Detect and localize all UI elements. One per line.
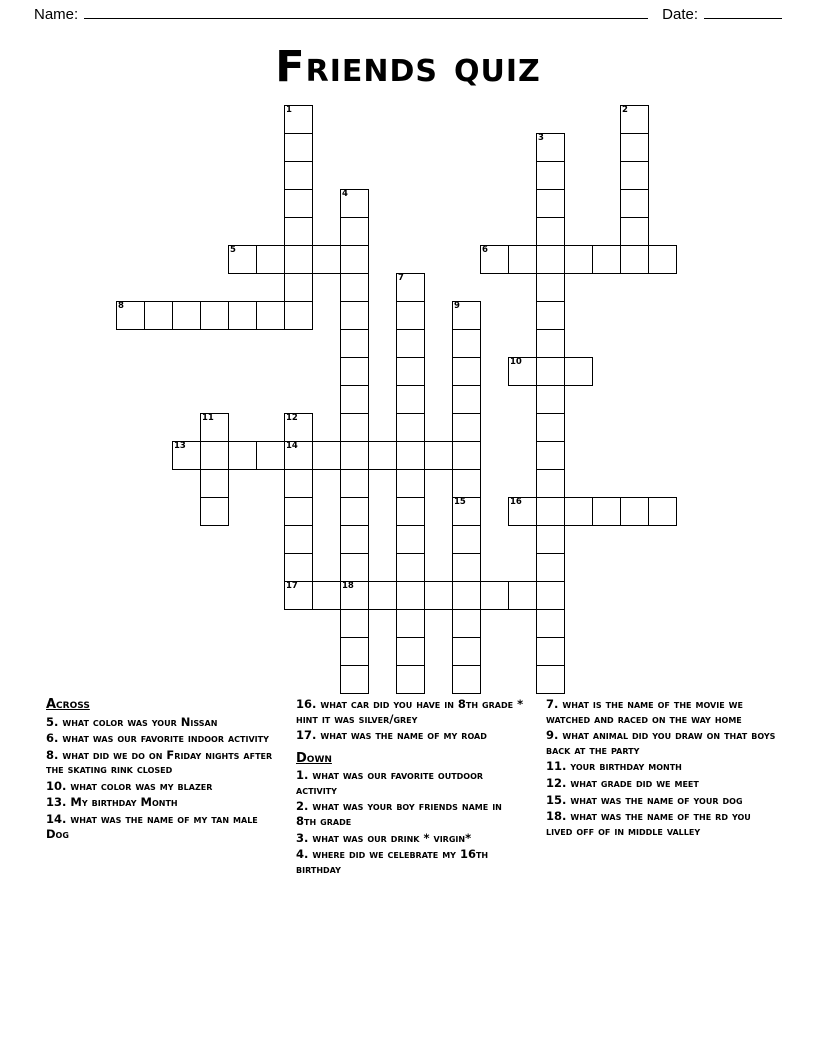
crossword-cell[interactable] xyxy=(648,245,677,274)
crossword-cell[interactable] xyxy=(284,105,313,134)
date-label: Date: xyxy=(662,6,698,23)
crossword-cell[interactable] xyxy=(340,581,369,610)
crossword-cell[interactable] xyxy=(620,161,649,190)
crossword-cell[interactable] xyxy=(396,637,425,666)
crossword-cell[interactable] xyxy=(228,441,257,470)
cell-number: 14 xyxy=(286,441,298,451)
clue-item: 18. what was the name of the rd you lived off of in middle valley xyxy=(546,809,751,838)
crossword-cell[interactable] xyxy=(172,301,201,330)
clue-item: 16. what car did you have in 8th grade * hint it was silver/grey xyxy=(296,697,524,726)
clue-item: 15. what was the name of your dog xyxy=(546,792,743,807)
crossword-cell[interactable] xyxy=(340,497,369,526)
crossword-cell[interactable] xyxy=(284,189,313,218)
crossword-cell[interactable] xyxy=(284,161,313,190)
crossword-cell[interactable] xyxy=(536,441,565,470)
crossword-cell[interactable] xyxy=(452,665,481,694)
crossword-cell[interactable] xyxy=(536,189,565,218)
crossword-cell[interactable] xyxy=(396,413,425,442)
crossword-cell[interactable] xyxy=(340,525,369,554)
crossword-cell[interactable] xyxy=(536,301,565,330)
crossword-cell[interactable] xyxy=(200,301,229,330)
crossword-cell[interactable] xyxy=(536,217,565,246)
crossword-cell[interactable] xyxy=(340,301,369,330)
clue-item: 4. where did we celebrate my 16th birthday xyxy=(296,847,489,876)
crossword-cell[interactable] xyxy=(424,441,453,470)
clues-column-2 xyxy=(296,697,526,952)
clue-item: 12. what grade did we meet xyxy=(546,775,699,790)
crossword-cell[interactable] xyxy=(508,245,537,274)
crossword-cell[interactable] xyxy=(620,189,649,218)
name-blank-line xyxy=(84,6,648,19)
clues-column-3 xyxy=(546,697,776,952)
crossword-cell[interactable] xyxy=(256,441,285,470)
crossword-cell[interactable] xyxy=(340,441,369,470)
crossword-cell[interactable] xyxy=(396,581,425,610)
worksheet-header xyxy=(34,6,782,28)
crossword-cell[interactable] xyxy=(396,357,425,386)
crossword-cell[interactable] xyxy=(340,469,369,498)
crossword-cell[interactable] xyxy=(312,441,341,470)
clue-item: 13. My birthday Month xyxy=(46,795,178,810)
crossword-cell[interactable] xyxy=(620,245,649,274)
crossword-cell[interactable] xyxy=(536,273,565,302)
cell-number: 15 xyxy=(454,497,466,507)
cell-number: 1 xyxy=(286,105,292,115)
crossword-cell[interactable] xyxy=(312,581,341,610)
crossword-cell[interactable] xyxy=(284,441,313,470)
crossword-cell[interactable] xyxy=(368,441,397,470)
cell-number: 10 xyxy=(510,357,522,367)
crossword-cell[interactable] xyxy=(452,553,481,582)
down-heading: Down xyxy=(296,750,332,766)
crossword-cell[interactable] xyxy=(480,245,509,274)
crossword-cell[interactable] xyxy=(536,637,565,666)
cell-number: 13 xyxy=(174,441,186,451)
crossword-cell[interactable] xyxy=(340,637,369,666)
crossword-cell[interactable] xyxy=(340,665,369,694)
crossword-cell[interactable] xyxy=(228,301,257,330)
crossword-cell[interactable] xyxy=(452,469,481,498)
crossword-cell[interactable] xyxy=(116,301,145,330)
clue-item: 6. what was our favorite indoor activity xyxy=(46,731,269,746)
crossword-cell[interactable] xyxy=(284,245,313,274)
crossword-cell[interactable] xyxy=(284,553,313,582)
crossword-cell[interactable] xyxy=(452,385,481,414)
crossword-cell[interactable] xyxy=(396,553,425,582)
crossword-cell[interactable] xyxy=(424,581,453,610)
clue-item: 5. what color was your Nissan xyxy=(46,714,218,729)
crossword-cell[interactable] xyxy=(284,133,313,162)
cell-number: 16 xyxy=(510,497,522,507)
cell-number: 5 xyxy=(230,245,236,255)
crossword-cell[interactable] xyxy=(564,357,593,386)
crossword-cell[interactable] xyxy=(508,581,537,610)
crossword-cell[interactable] xyxy=(564,245,593,274)
crossword-cell[interactable] xyxy=(200,469,229,498)
clues-column-1 xyxy=(46,697,276,952)
cell-number: 4 xyxy=(342,189,348,199)
crossword-cell[interactable] xyxy=(172,441,201,470)
crossword-cell[interactable] xyxy=(340,385,369,414)
crossword-cell[interactable] xyxy=(480,581,509,610)
cell-number: 12 xyxy=(286,413,298,423)
crossword-cell[interactable] xyxy=(536,553,565,582)
crossword-cell[interactable] xyxy=(284,525,313,554)
crossword-cell[interactable] xyxy=(396,441,425,470)
crossword-cell[interactable] xyxy=(452,329,481,358)
crossword-cell[interactable] xyxy=(452,525,481,554)
crossword-cell[interactable] xyxy=(452,301,481,330)
cell-number: 2 xyxy=(622,105,628,115)
crossword-cell[interactable] xyxy=(340,245,369,274)
page-title: Friends quiz xyxy=(275,42,541,92)
crossword-cell[interactable] xyxy=(312,245,341,274)
crossword-cell[interactable] xyxy=(452,609,481,638)
crossword-cell[interactable] xyxy=(452,357,481,386)
crossword-cell[interactable] xyxy=(340,217,369,246)
crossword-cell[interactable] xyxy=(396,497,425,526)
crossword-cell[interactable] xyxy=(536,245,565,274)
crossword-cell[interactable] xyxy=(452,497,481,526)
crossword-cell[interactable] xyxy=(452,637,481,666)
cell-number: 7 xyxy=(398,273,404,283)
crossword-cell[interactable] xyxy=(536,469,565,498)
crossword-cell[interactable] xyxy=(368,581,397,610)
crossword-cell[interactable] xyxy=(396,329,425,358)
crossword-cell[interactable] xyxy=(396,469,425,498)
clue-item: 14. what was the name of my tan male Dog xyxy=(46,812,258,841)
crossword-cell[interactable] xyxy=(536,329,565,358)
date-blank-line xyxy=(704,6,782,19)
name-label: Name: xyxy=(34,6,79,23)
crossword-cell[interactable] xyxy=(284,413,313,442)
crossword-cell[interactable] xyxy=(284,217,313,246)
crossword-cell[interactable] xyxy=(620,133,649,162)
crossword-cell[interactable] xyxy=(200,497,229,526)
crossword-cell[interactable] xyxy=(536,133,565,162)
cell-number: 11 xyxy=(202,413,214,423)
crossword-cell[interactable] xyxy=(340,189,369,218)
cell-number: 9 xyxy=(454,301,460,311)
crossword-cell[interactable] xyxy=(536,357,565,386)
clue-item: 17. what was the name of my road xyxy=(296,728,487,743)
crossword-cell[interactable] xyxy=(452,413,481,442)
cell-number: 8 xyxy=(118,301,124,311)
crossword-cell[interactable] xyxy=(536,413,565,442)
clue-item: 2. what was your boy friends name in 8th grade xyxy=(296,799,502,829)
crossword-cell[interactable] xyxy=(284,273,313,302)
crossword-cell[interactable] xyxy=(536,525,565,554)
crossword-cell[interactable] xyxy=(648,497,677,526)
crossword-cell[interactable] xyxy=(284,301,313,330)
crossword-cell[interactable] xyxy=(256,245,285,274)
cell-number: 18 xyxy=(342,581,354,591)
crossword-cell[interactable] xyxy=(536,581,565,610)
crossword-cell[interactable] xyxy=(536,161,565,190)
crossword-cell[interactable] xyxy=(396,301,425,330)
clue-item: 7. what is the name of the movie we watched and raced on the way home xyxy=(546,697,743,726)
crossword-cell[interactable] xyxy=(340,357,369,386)
clues-section xyxy=(46,697,776,952)
crossword-cell[interactable] xyxy=(340,553,369,582)
crossword-cell[interactable] xyxy=(200,441,229,470)
crossword-cell[interactable] xyxy=(592,245,621,274)
crossword-grid xyxy=(0,105,816,675)
crossword-cell[interactable] xyxy=(536,609,565,638)
crossword-cell[interactable] xyxy=(256,301,285,330)
crossword-cell[interactable] xyxy=(228,245,257,274)
crossword-cell[interactable] xyxy=(284,469,313,498)
crossword-cell[interactable] xyxy=(144,301,173,330)
crossword-cell[interactable] xyxy=(340,273,369,302)
crossword-cell[interactable] xyxy=(452,581,481,610)
across-heading: Across xyxy=(46,697,90,712)
crossword-cell[interactable] xyxy=(564,497,593,526)
clue-item: 8. what did we do on Friday nights after the skating rink closed xyxy=(46,747,273,777)
crossword-cell[interactable] xyxy=(592,497,621,526)
clue-item: 3. what was our drink * virgin* xyxy=(296,830,472,845)
crossword-cell[interactable] xyxy=(508,357,537,386)
crossword-cell[interactable] xyxy=(396,273,425,302)
crossword-cell[interactable] xyxy=(284,497,313,526)
cell-number: 3 xyxy=(538,133,544,143)
clue-item: 11. your birthday month xyxy=(546,759,682,774)
crossword-cell[interactable] xyxy=(396,665,425,694)
crossword-cell[interactable] xyxy=(508,497,537,526)
crossword-cell[interactable] xyxy=(620,105,649,134)
crossword-cell[interactable] xyxy=(620,217,649,246)
crossword-cell[interactable] xyxy=(536,665,565,694)
crossword-cell[interactable] xyxy=(452,441,481,470)
crossword-cell[interactable] xyxy=(396,525,425,554)
cell-number: 6 xyxy=(482,245,488,255)
crossword-cell[interactable] xyxy=(536,385,565,414)
crossword-cell[interactable] xyxy=(340,413,369,442)
crossword-cell[interactable] xyxy=(620,497,649,526)
crossword-cell[interactable] xyxy=(396,385,425,414)
clue-item: 10. what color was my blazer xyxy=(46,778,213,793)
crossword-cell[interactable] xyxy=(396,609,425,638)
crossword-cell[interactable] xyxy=(340,329,369,358)
crossword-cell[interactable] xyxy=(284,581,313,610)
crossword-cell[interactable] xyxy=(200,413,229,442)
crossword-cell[interactable] xyxy=(536,497,565,526)
clue-item: 1. what was our favorite outdoor activity xyxy=(296,768,484,797)
clue-item: 9. what animal did you draw on that boys back at the party xyxy=(546,728,776,757)
crossword-cell[interactable] xyxy=(340,609,369,638)
cell-number: 17 xyxy=(286,581,298,591)
